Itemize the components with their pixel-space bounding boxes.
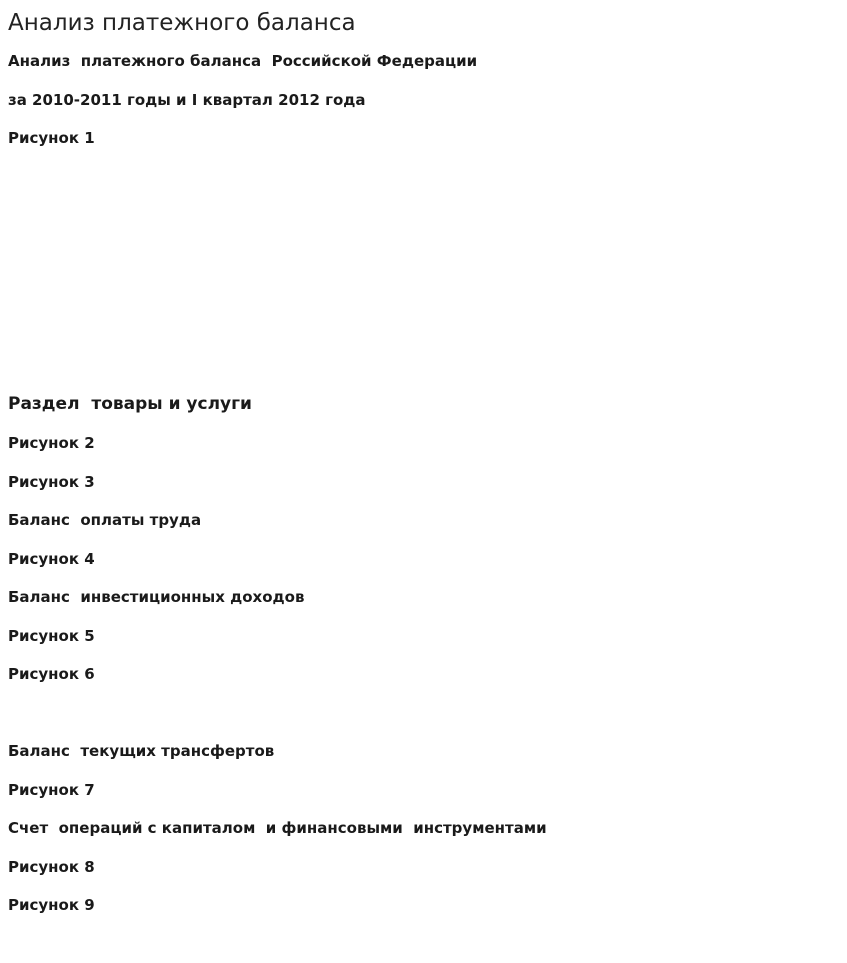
figure-caption-7: Рисунок 7: [8, 781, 95, 799]
figure-caption-1: Рисунок 1: [8, 129, 95, 147]
figure-caption-2: Рисунок 2: [8, 434, 95, 452]
subheading-capital-financial-account: Счет операций с капиталом и финансовыми инструментами: [8, 819, 547, 837]
figure-caption-8: Рисунок 8: [8, 858, 95, 876]
figure-caption-3: Рисунок 3: [8, 473, 95, 491]
figure-caption-5: Рисунок 5: [8, 627, 95, 645]
subheading-balance-investment: Баланс инвестиционных доходов: [8, 588, 305, 606]
document-heading-line-1: Анализ платежного баланса Российской Федерации: [8, 52, 478, 70]
figure-caption-9: Рисунок 9: [8, 896, 95, 914]
subheading-balance-transfers: Баланс текущих трансфертов: [8, 742, 275, 760]
section-heading-goods-services: Раздел товары и услуги: [8, 394, 252, 414]
page-title: Анализ платежного баланса: [8, 10, 356, 36]
figure-caption-6: Рисунок 6: [8, 665, 95, 683]
document-page: [8, 0, 839, 963]
subheading-balance-labor: Баланс оплаты труда: [8, 511, 202, 529]
figure-caption-4: Рисунок 4: [8, 550, 95, 568]
document-heading-line-2: за 2010-2011 годы и I квартал 2012 года: [8, 91, 366, 109]
figure-1-placeholder: [8, 152, 839, 388]
